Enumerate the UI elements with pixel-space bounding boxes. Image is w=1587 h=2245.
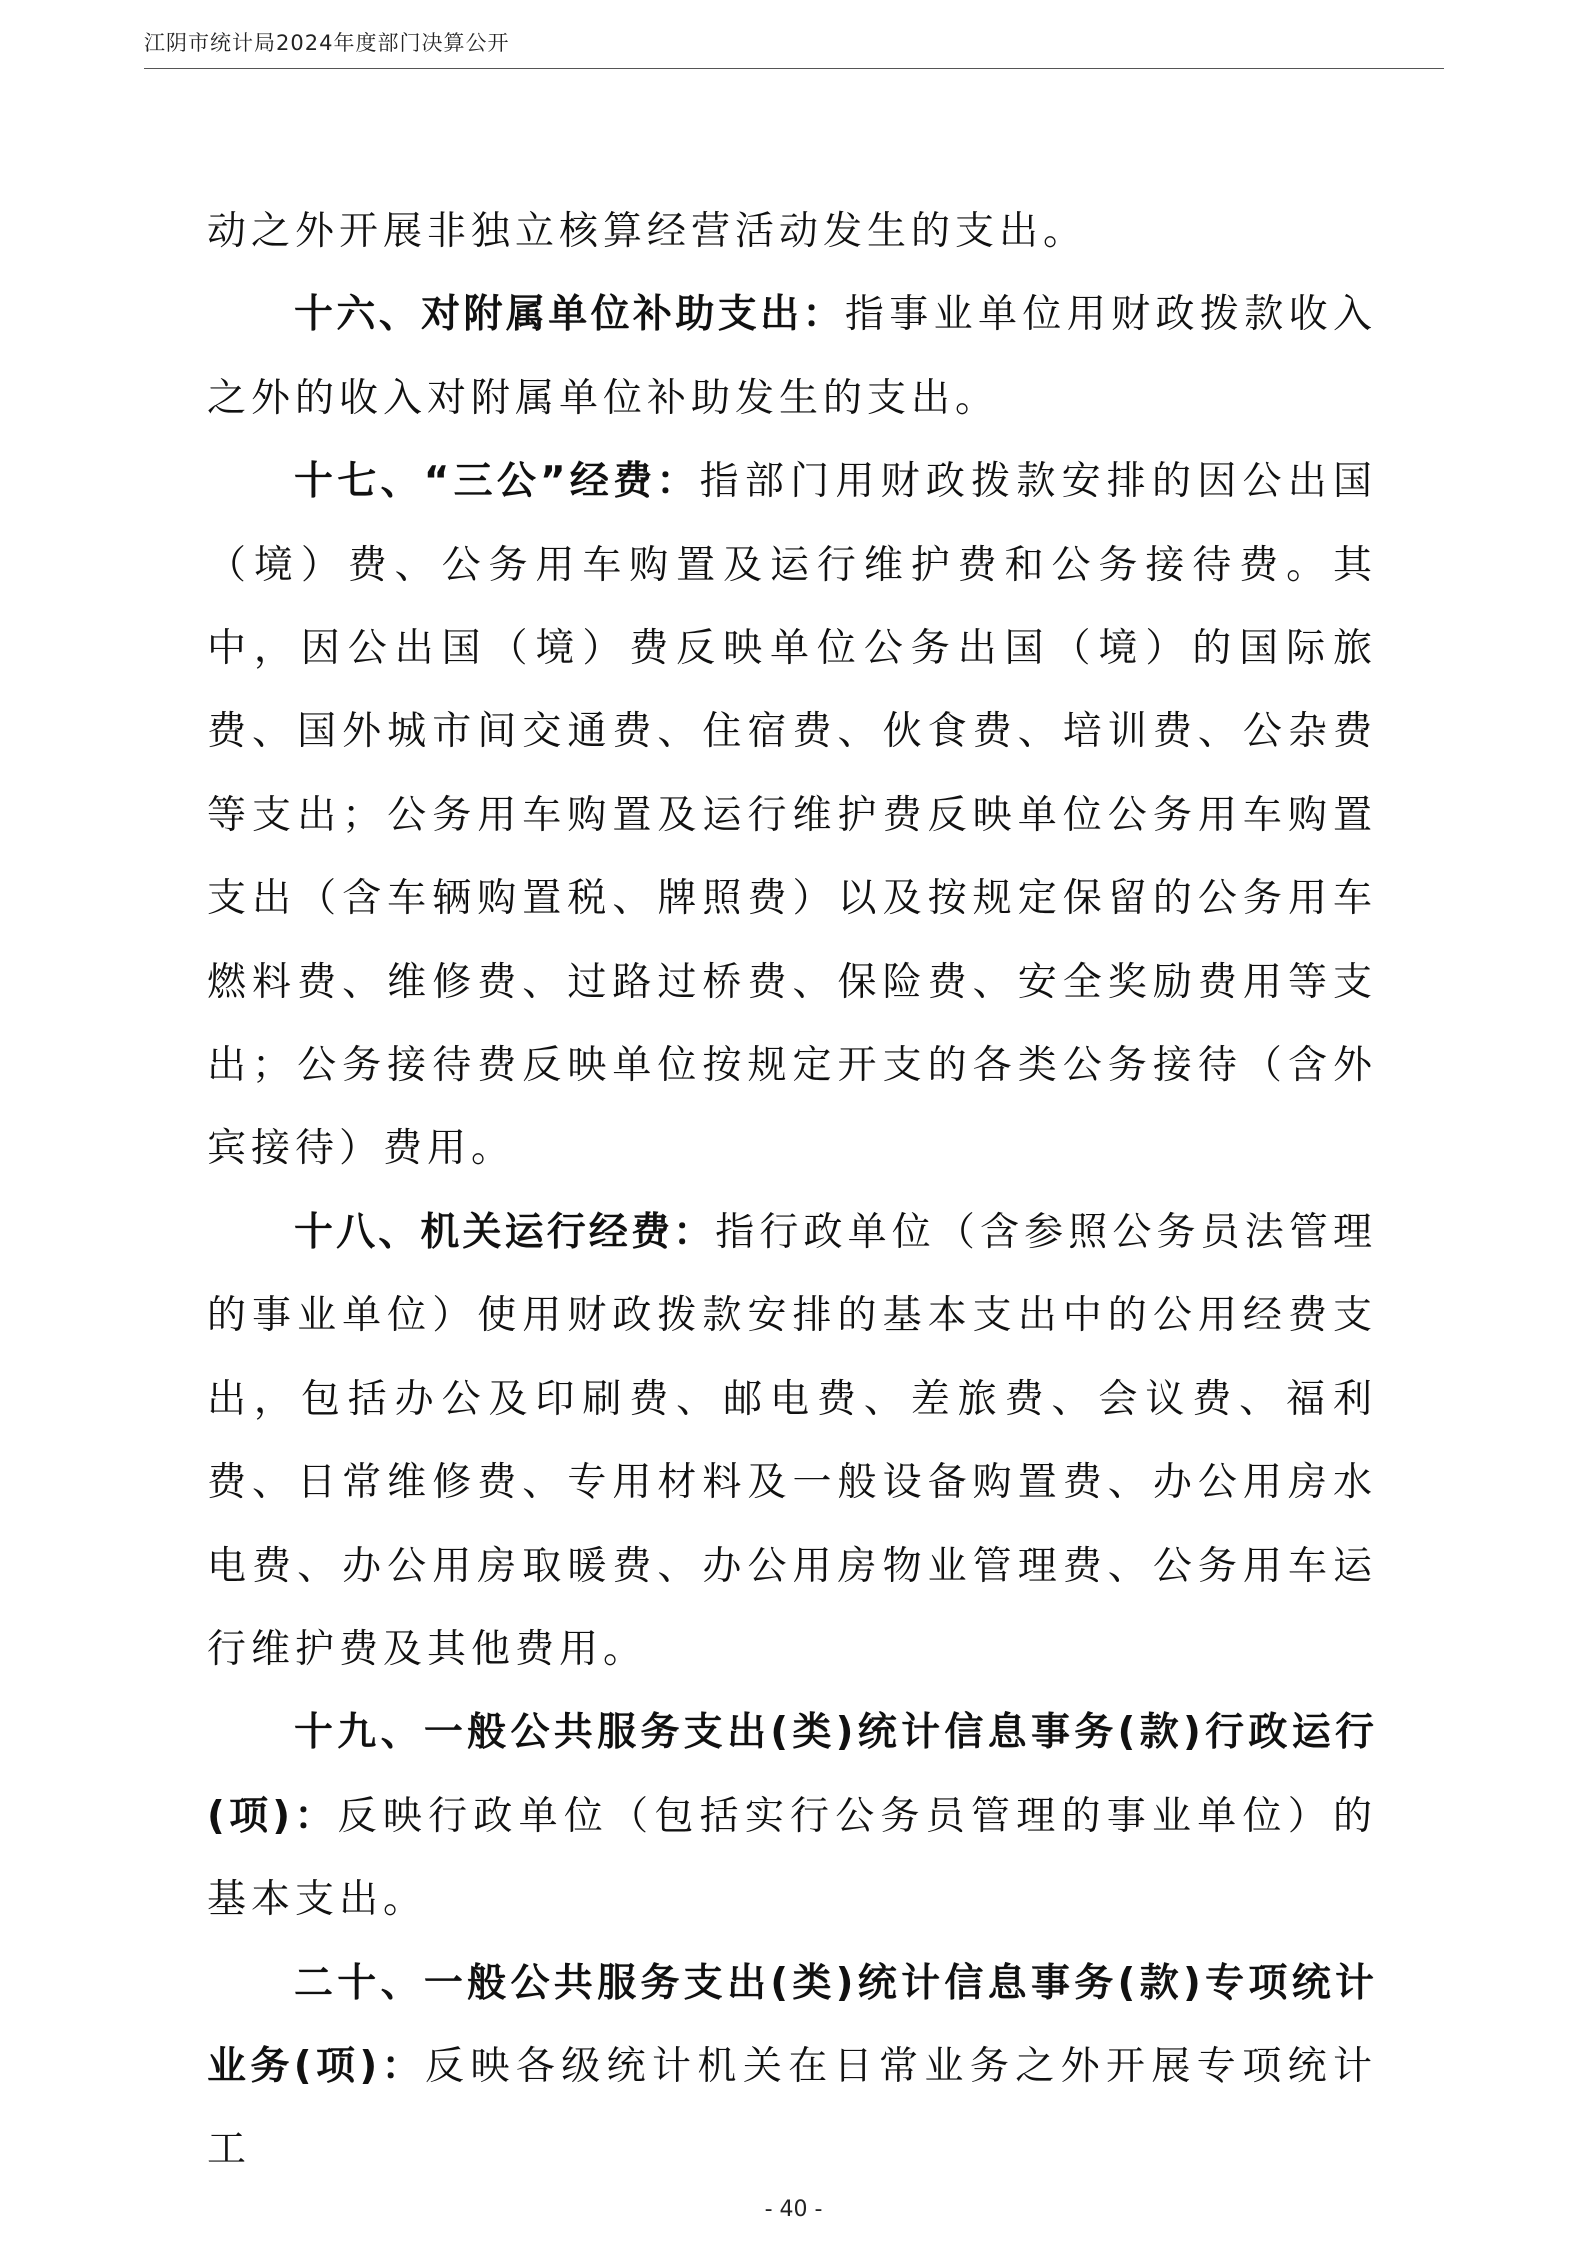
term-heading: 十九、一般公共服务支出(类)统计信息事务(款)行政运行(项)： bbox=[207, 1710, 1377, 1839]
running-header: 江阴市统计局2024年度部门决算公开 bbox=[144, 31, 510, 55]
paragraph-item-17 bbox=[207, 440, 1377, 1191]
term-definition: 指部门用财政拨款安排的因公出国（境）费、公务用车购置及运行维护费和公务接待费。其中，因公出国（境）费反映单位公务出国（境）的国际旅费、国外城市间交通费、住宿费、伙食费、培训费、公杂费等支出；公务用车购置及运行维护费反映单位公务用车购置支出（含车辆购置税、牌照费）以及按规定保留的公务用车燃料费、维修费、过路过桥费、保险费、安全奖励费用等支出；公务接待费反映单位按规定开支的各类公务接待（含外宾接待）费用。 bbox=[207, 459, 1377, 1172]
paragraph-item-16 bbox=[207, 273, 1377, 440]
term-definition: 反映各级统计机关在日常业务之外开展专项统计工 bbox=[207, 2043, 1377, 2173]
paragraph-continuation bbox=[207, 190, 1377, 273]
term-definition: 指行政单位（含参照公务员法管理的事业单位）使用财政拨款安排的基本支出中的公用经费支出，包括办公及印刷费、邮电费、差旅费、会议费、福利费、日常维修费、专用材料及一般设备购置费、办公用房水电费、办公用房取暖费、办公用房物业管理费、公务用车运行维护费及其他费用。 bbox=[207, 1209, 1377, 1672]
paragraph-item-18 bbox=[207, 1191, 1377, 1691]
term-heading: 十八、机关运行经费： bbox=[294, 1209, 716, 1255]
term-definition: 反映行政单位（包括实行公务员管理的事业单位）的基本支出。 bbox=[207, 1793, 1377, 1923]
term-heading: 十六、对附属单位补助支出： bbox=[294, 292, 845, 338]
term-definition: 指事业单位用财政拨款收入之外的收入对附属单位补助发生的支出。 bbox=[207, 292, 1377, 421]
paragraph-item-19 bbox=[207, 1691, 1377, 1941]
term-heading: 二十、一般公共服务支出(类)统计信息事务(款)专项统计业务(项)： bbox=[207, 1960, 1377, 2089]
document-body bbox=[207, 190, 1377, 2192]
header-divider bbox=[144, 68, 1444, 69]
paragraph-item-20 bbox=[207, 1942, 1377, 2192]
page-number: - 40 - bbox=[764, 2197, 823, 2222]
paragraph-text: 动之外开展非独立核算经营活动发生的支出。 bbox=[207, 209, 1088, 254]
term-heading: 十七、“三公”经费： bbox=[294, 459, 700, 505]
